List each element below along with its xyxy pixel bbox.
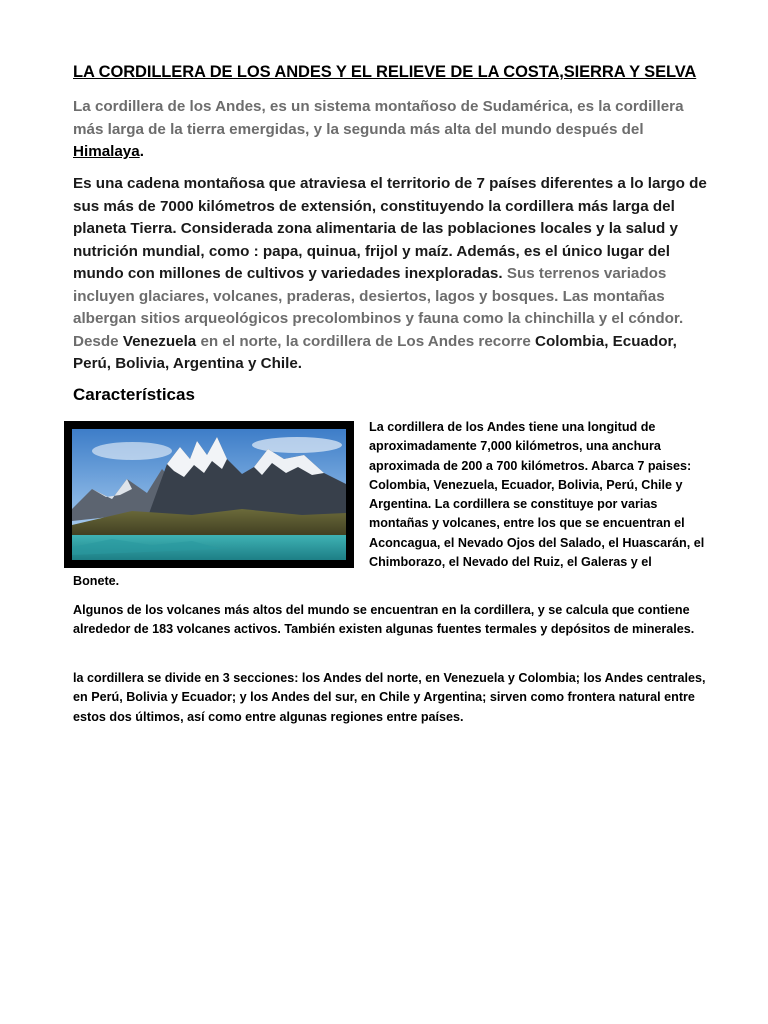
- andes-mountain-photo: [64, 421, 354, 568]
- description-part-1: Es una cadena montañosa que atraviesa el territorio de 7 países diferentes a lo largo de sus más de 7000 kilómetros de extensión, constituyendo la cordillera más larga del planeta Tierra. Considerada zona alimentaria de las poblaciones locales y la salud y nutrición mundial, como : papa, quinua, frijol y maíz. Además, es el único lugar del mundo con millones de cultivos y variedades inexploradas.: [73, 175, 707, 282]
- volcanoes-paragraph: Algunos de los volcanes más altos del mundo se encuentran en la cordillera, y se calcula que contiene alrededor de 183 volcanes activos. También existen algunas fuentes termales y depósitos de minerales.: [73, 603, 695, 637]
- description-part-4: en el norte, la cordillera de Los Andes recorre: [196, 332, 536, 350]
- document-title: LA CORDILLERA DE LOS ANDES Y EL RELIEVE DE LA COSTA,SIERRA Y SELVA: [73, 63, 697, 81]
- mountain-landscape-image: [72, 429, 346, 560]
- himalaya-link[interactable]: Himalaya: [73, 143, 140, 160]
- description-paragraph: [73, 173, 713, 376]
- characteristics-paragraph: La cordillera de los Andes tiene una longitud de aproximadamente 7,000 kilómetros, una anchura aproximada de 200 a 700 kilómetros. Abarca 7 paises: Colombia, Venezuela, Ecuador, Bolivia, Perú, Chile y Argentina. La cordillera se constituye por varias montañas y volcanes, entre los que se encuentran el Aconcagua, el Nevado Ojos del Salado, el Huascarán, el Chimborazo, el Nevado del Ruiz, el Galeras y el: [369, 420, 705, 570]
- intro-text: La cordillera de los Andes, es un sistema montañoso de Sudamérica, es la cordillera más larga de la tierra emergidas, y la segunda más alta del mundo después del: [73, 98, 684, 138]
- characteristics-paragraph-end: Bonete.: [73, 574, 120, 588]
- description-part-2: Sus terrenos variados incluyen glaciares, volcanes, praderas, desiertos, lagos y bosques. Las montañas albergan sitios arqueológicos precolombinos y fauna como la chinchilla y el cóndor. Desde: [73, 265, 684, 350]
- description-part-3: Venezuela: [122, 332, 197, 350]
- sections-paragraph: la cordillera se divide en 3 secciones: los Andes del norte, en Venezuela y Colombia; los Andes centrales, en Perú, Bolivia y Ecuador; y los Andes del sur, en Chile y Argentina; sirven como frontera natural entre estos dos últimos, así como entre algunas regiones entre países.: [73, 671, 706, 724]
- intro-paragraph: [73, 96, 713, 164]
- section-heading: Características: [73, 385, 195, 404]
- description-part-5: Colombia, Ecuador, Perú, Bolivia, Argentina y Chile.: [73, 332, 677, 372]
- intro-end: .: [139, 143, 144, 160]
